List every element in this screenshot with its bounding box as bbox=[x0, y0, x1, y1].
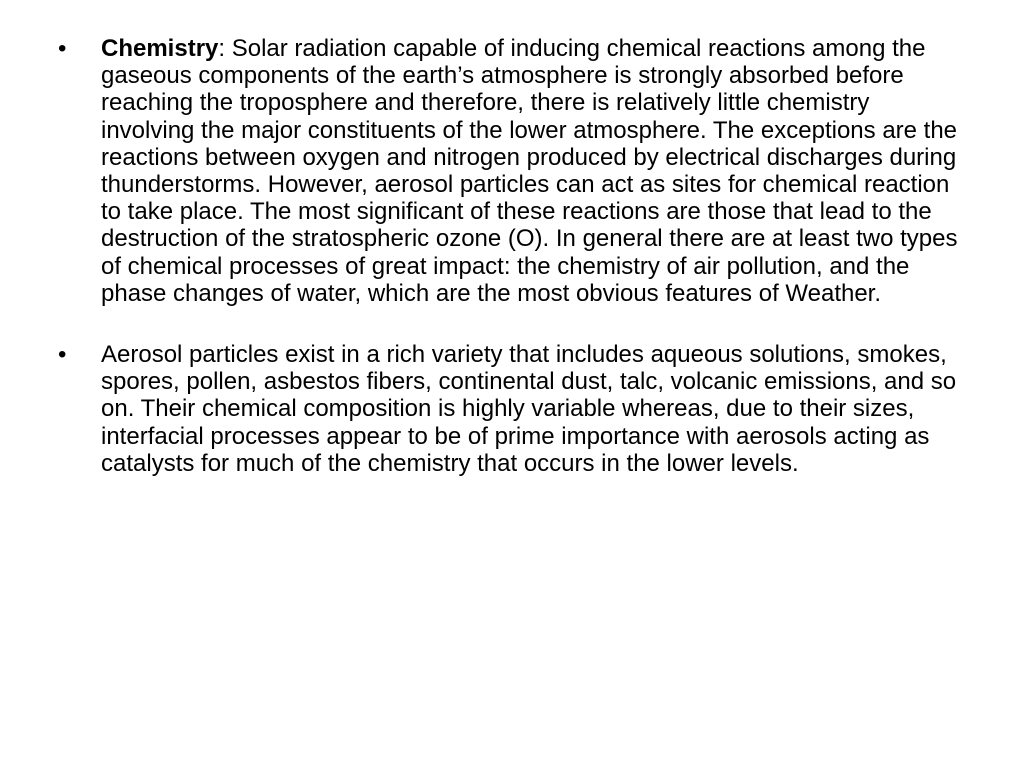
bullet-aerosol bbox=[58, 341, 958, 477]
bullet-text bbox=[101, 35, 957, 307]
bullet-chemistry bbox=[58, 35, 958, 307]
bullet-term: Chemistry bbox=[101, 35, 219, 62]
bullet-list bbox=[58, 35, 958, 511]
bullet-marker: • bbox=[58, 35, 67, 62]
bullet-body: : Solar radiation capable of inducing chemical reactions among the gaseous components of the earth’s atmosphere is strongly absorbed before reaching the troposphere and therefore, there is relatively little chemistry involving the major constituents of the lower atmosphere. The exceptions are the reactions between oxygen and nitrogen produced by electrical discharges during thunderstorms. However, aerosol particles can act as sites for chemical reaction to take place. The most significant of these reactions are those that lead to the destruction of the stratospheric ozone (O). In general there are at least two types of chemical processes of great impact: the chemistry of air pollution, and the phase changes of water, which are the most obvious features of Weather. bbox=[101, 35, 958, 307]
bullet-marker: • bbox=[58, 341, 67, 369]
bullet-text bbox=[101, 341, 956, 477]
bullet-body: Aerosol particles exist in a rich variety that includes aqueous solutions, smokes, spores, pollen, asbestos fibers, continental dust, talc, volcanic emissions, and so on. Their chemical composition is highly variable whereas, due to their sizes, interfacial processes appear to be of prime importance with aerosols acting as catalysts for much of the chemistry that occurs in the lower levels. bbox=[101, 341, 957, 477]
